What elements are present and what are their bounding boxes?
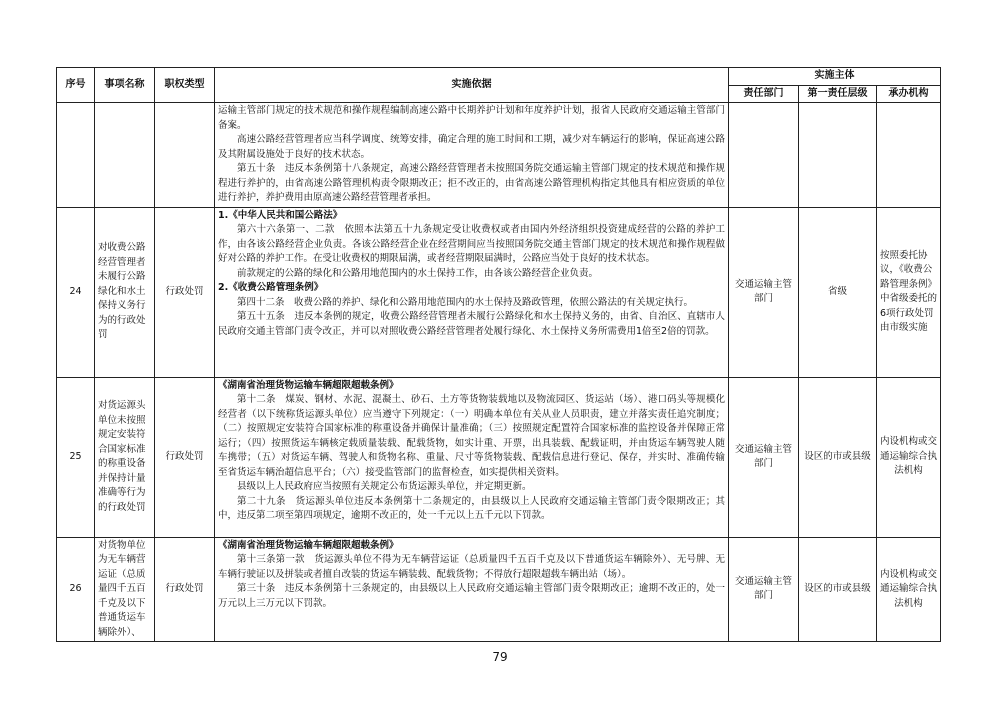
handling-agency: 内设机构或交通运输综合执法机构	[877, 377, 941, 537]
row-number: 26	[57, 537, 95, 642]
item-name: 对收费公路经营管理者未履行公路绿化和水土保持义务行为的行政处罚	[95, 207, 155, 377]
basis-paragraph: 第四十二条 收费公路的养护、绿化和公路用地范围内的水土保持及路政管理，依照公路法的有关规定执行。	[237, 296, 694, 308]
basis-paragraph: 前款规定的公路的绿化和公路用地范围内的水土保持工作，由各该公路经营企业负责。	[237, 267, 599, 279]
table-row-continuation	[57, 103, 941, 208]
responsibility-level: 设区的市或县级	[799, 537, 877, 642]
row-number: 24	[57, 207, 95, 377]
page-number: 79	[492, 650, 508, 664]
basis-paragraph: 县级以上人民政府应当按照有关规定公布货运源头单位，并定期更新。	[237, 481, 532, 492]
table-row	[57, 537, 941, 642]
basis-cell	[215, 207, 729, 377]
header-dept: 责任部门	[729, 85, 799, 103]
enforcement-table	[56, 67, 941, 642]
responsible-dept: 交通运输主管部门	[729, 377, 799, 537]
responsibility-level: 省级	[799, 207, 877, 377]
basis-paragraph: 第三十条 违反本条例第十三条规定的，由县级以上人民政府交通运输主管部门责令限期改正；逾期不改正的，处一万元以上三万元以下罚款。	[218, 583, 725, 609]
basis-paragraph: 第十三条第一款 货运源头单位不得为无车辆营运证（总质量四千五百千克及以下普通货运车辆除外）、无号牌、无车辆行驶证以及拼装或者擅自改装的货运车辆装载、配载货物；不得放行超限超载车辆出站（场）。	[218, 554, 725, 580]
basis-cell	[215, 103, 729, 208]
responsible-dept: 交通运输主管部门	[729, 537, 799, 642]
table-row	[57, 207, 941, 377]
law-title: 《湖南省治理货物运输车辆超限超载条例》	[218, 379, 399, 391]
basis-paragraph: 第二十九条 货运源头单位违反本条例第十二条规定的，由县级以上人民政府交通运输主管部门责令限期改正；其中，违反第二项至第四项规定，逾期不改正的，处一千元以上五千元以下罚款。	[218, 495, 725, 521]
item-name: 对货物单位为无车辆营运证（总质量四千五百千克及以下普通货运车辆除外）、	[95, 537, 155, 642]
basis-paragraph: 第十二条 煤炭、钢材、水泥、混凝土、砂石、土方等货物装载地以及物流园区、货运站（场）、港口码头等规模化经营者（以下统称货运源头单位）应当遵守下列规定：（一）明确本单位有关从业人员职责，建立并落实责任追究制度；（二）按照规定安装符合国家标准的称重设备并确保计量准确；（三）按照规定配置符合国家标准的监控设备并保障正常运行；（四）按照货运车辆核定载质量装载、配载货物，如实计重、开票，出具装载、配载证明，并由货运车辆驾驶人随车携带；（五）对货运车辆、驾驶人和货物名称、重量、尺寸等货物装载、配载信息进行登记、保存，并实时、准确传输至省货运车辆治超信息平台；（六）接受监管部门的监督检查，如实提供相关资料。	[218, 394, 725, 478]
header-level: 第一责任层级	[799, 85, 877, 103]
header-name: 事项名称	[95, 68, 155, 103]
header-no: 序号	[57, 68, 95, 103]
header-subject: 实施主体	[729, 68, 941, 86]
header-type: 职权类型	[155, 68, 215, 103]
power-type: 行政处罚	[155, 377, 215, 537]
basis-paragraph: 运输主管部门规定的技术规范和操作规程编制高速公路中长期养护计划和年度养护计划，报省人民政府交通运输主管部门备案。	[218, 105, 725, 131]
header-basis: 实施依据	[215, 68, 729, 103]
law-title: 1.《中华人民共和国公路法》	[218, 209, 343, 221]
power-type: 行政处罚	[155, 207, 215, 377]
table-row	[57, 377, 941, 537]
basis-paragraph: 高速公路经营管理者应当科学调度、统筹安排，确定合理的施工时间和工期，减少对车辆运行的影响，保证高速公路及其附属设施处于良好的技术状态。	[218, 134, 725, 160]
power-type: 行政处罚	[155, 537, 215, 642]
handling-agency: 内设机构或交通运输综合执法机构	[877, 537, 941, 642]
responsibility-level: 设区的市或县级	[799, 377, 877, 537]
basis-paragraph: 第六十六条第一、二款 依照本法第五十九条规定受让收费权或者由国内外经济组织投资建成经营的公路的养护工作，由各该公路经营企业负责。各该公路经营企业在经营期间应当按照国务院交通主管部门规定的技术规范和操作规程做好对公路的养护工作。在受让收费权的期限届满，或者经营期限届满时，公路应当处于良好的技术状态。	[218, 224, 725, 264]
law-title: 《湖南省治理货物运输车辆超限超载条例》	[218, 539, 399, 551]
law-title: 2.《收费公路管理条例》	[218, 282, 324, 293]
row-number: 25	[57, 377, 95, 537]
basis-paragraph: 第五十条 违反本条例第十八条规定，高速公路经营管理者未按照国务院交通运输主管部门规定的技术规范和操作规程进行养护的，由省高速公路管理机构责令限期改正；拒不改正的，由省高速公路管理机构指定其他具有相应资质的单位进行养护，养护费用由原高速公路经营管理者承担。	[218, 163, 725, 203]
responsible-dept: 交通运输主管部门	[729, 207, 799, 377]
basis-paragraph: 第五十五条 违反本条例的规定，收费公路经营管理者未履行公路绿化和水土保持义务的，由省、自治区、直辖市人民政府交通主管部门责令改正，并可以对照收费公路经营管理者处履行绿化、水土保持义务所需费用1倍至2倍的罚款。	[218, 311, 725, 337]
basis-cell	[215, 377, 729, 537]
handling-agency: 按照委托协议，《收费公路管理条例》中省级委托的6项行政处罚由市级实施	[877, 207, 941, 377]
header-org: 承办机构	[877, 85, 941, 103]
item-name: 对货运源头单位未按照规定安装符合国家标准的称重设备并保持计量准确等行为的行政处罚	[95, 377, 155, 537]
basis-cell	[215, 537, 729, 642]
